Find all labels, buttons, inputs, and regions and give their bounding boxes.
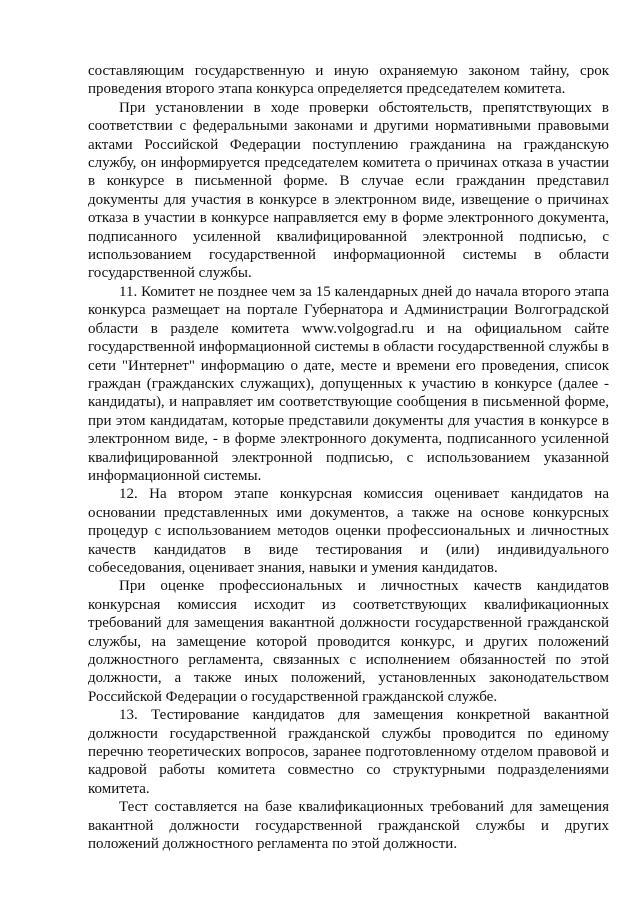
paragraph-refusal-notice: При установлении в ходе проверки обстоятельств, препятствующих в соответствии с федеральными законами и другими нормативными правовыми актами Российской Федерации поступлению гражданина на гражданскую службу, он информируется председателем комитета о причинах отказа в участии в конкурсе в письменной форме. В случае если гражданин представил документы для участия в конкурсе в электронном виде, извещение о причинах отказа в участии в конкурсе направляется ему в форме электронного документа, подписанного усиленной квалифицированной электронной подписью, с использованием государственной информационной системы в области государственной службы. [88, 99, 609, 282]
paragraph-item-11: 11. Комитет не позднее чем за 15 календарных дней до начала второго этапа конкурса размещает на портале Губернатора и Администрации Волгоградской области в разделе комитета www.volgograd.ru и на официальном сайте государственной информационной системы в области государственной службы в сети "Интернет" информацию о дате, месте и времени его проведения, список граждан (гражданских служащих), допущенных к участию в конкурсе (далее - кандидаты), и направляет им соответствующие сообщения в письменной форме, при этом кандидатам, которые представили документы для участия в конкурсе в электронном виде, - в форме электронного документа, подписанного усиленной квалифицированной электронной подписью, с использованием указанной информационной системы. [88, 283, 609, 484]
paragraph-assessment: При оценке профессиональных и личностных качеств кандидатов конкурсная комиссия исходит из соответствующих квалификационных требований для замещения вакантной должности государственной гражданской службы, на замещение которой проводится конкурс, и других положений должностного регламента, связанных с исполнением обязанностей по этой должности, а также иных положений, установленных законодательством Российской Федерации о государственной гражданской службе. [88, 578, 609, 705]
document-page [88, 62, 609, 853]
paragraph-test-basis: Тест составляется на базе квалификационных требований для замещения вакантной должности государственной гражданской службы и других положений должностного регламента по этой должности. [88, 799, 609, 853]
paragraph-item-12: 12. На втором этапе конкурсная комиссия оценивает кандидатов на основании представленных ими документов, а также на основе конкурсных процедур с использованием методов оценки профессиональных и личностных качеств кандидатов в виде тестирования и (или) индивидуального собеседования, оценивает знания, навыки и умения кандидатов. [88, 486, 609, 576]
paragraph-continuation: составляющим государственную и иную охраняемую законом тайну, срок проведения второго этапа конкурса определяется председателем комитета. [88, 63, 609, 98]
paragraph-item-13: 13. Тестирование кандидатов для замещения конкретной вакантной должности государственной гражданской службы проводится по единому перечню теоретических вопросов, заранее подготовленному отделом правовой и кадровой работы комитета совместно со структурными подразделениями комитета. [88, 707, 609, 797]
